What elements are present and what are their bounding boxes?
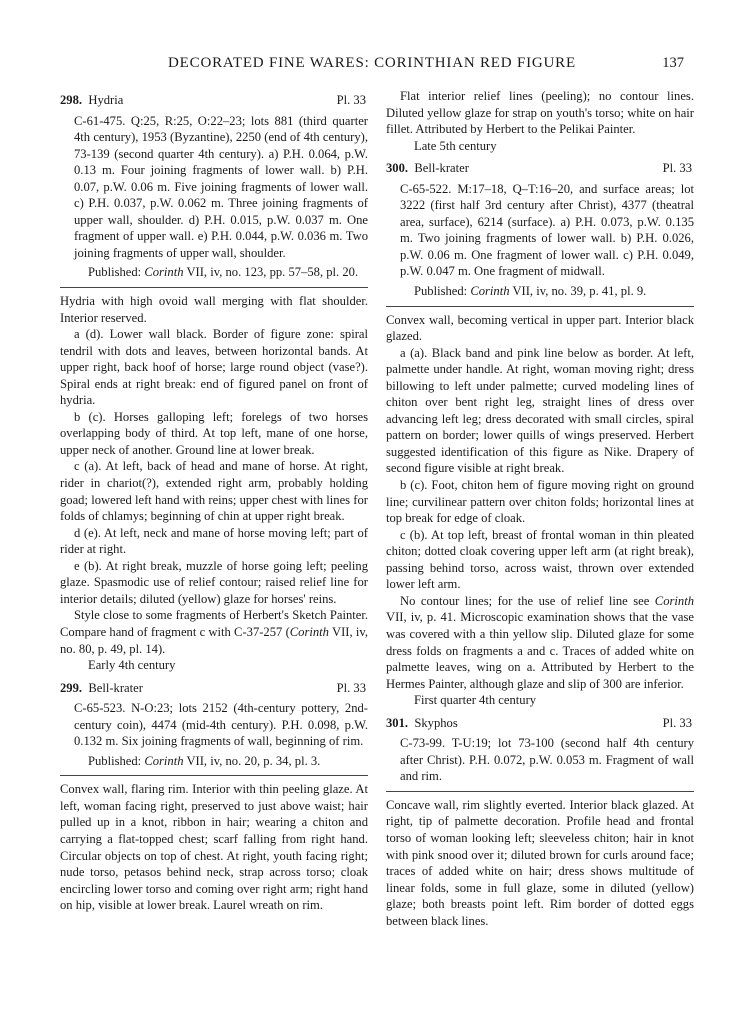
catalog-details: C-65-523. N-O:23; lots 2152 (4th-century pottery, 2nd-century coin), 4474 (mid-4th century). P.H. 0.098, p.W. 0.132 m. Six joining fragments of wall, beginning of rim. [74,701,368,749]
entry-title: Bell-krater [414,161,469,176]
plate-reference: Pl. 33 [336,680,366,695]
entry-description: Concave wall, rim slightly everted. Interior black glazed. At right, tip of palmette decoration. Profile head and frontal torso of woman looking left; sleeveless chiton; hair in knot with pink snood over it; diluted brown for curls around face; traces of added white on hair; dress shows multitude of linear folds, some in full glaze, some in diluted (yellow) glaze; both breasts point left. Rim border of dotted eggs between black lines. [386,797,694,928]
catalog-entry-299 [60,680,368,914]
fragment-b-description: b (c). Foot, chiton hem of figure moving right on ground line; curvilinear pattern over chiton folds; horizontal lines at top break for edge of cloak. [386,478,694,526]
publication-reference: Published: Corinth VII, iv, no. 123, pp. 57–58, pl. 20. [88,265,359,280]
entry-title: Skyphos [414,715,458,730]
entry-heading [386,715,694,732]
entry-title: Hydria [88,93,124,107]
entry-number: 298. [60,93,83,107]
entry-heading [60,680,368,697]
fragment-c-description: c (a). At left, back of head and mane of horse. At right, rider in chariot(?), extended right arm, probably holding goad; lowered left hand with reins; upper chest with lines for folds of chlamys; beginning of chin at upper right break. [60,459,368,524]
entry-number: 299. [60,680,83,695]
entry-number: 300. [386,161,409,176]
catalog-details: C-73-99. T-U:19; lot 73-100 (second half 4th century after Christ). P.H. 0.072, p.W. 0.053 m. Fragment of wall and rim. [400,736,694,784]
entry-description-part1 [60,781,368,913]
publication-reference: Published: Corinth VII, iv, no. 20, p. 34, pl. 3. [88,753,321,768]
entry-date: First quarter 4th century [414,693,537,708]
catalog-entry-300 [386,160,694,709]
fragment-b-description: b (c). Horses galloping left; forelegs of two horses overlapping body of third. At top left, mane of one horse, upper neck of another. Ground line at lower break. [60,409,368,457]
divider [60,287,368,288]
publication-reference: Published: Corinth VII, iv, no. 39, p. 41, pl. 9. [414,284,647,299]
technique-notes: No contour lines; for the use of relief line see Corinth VII, iv, p. 41. Microscopic examination shows that the vase was covered with a thin yellow slip. Diluted glaze for some dress folds on fragments a and c. Traces of added white on palmette leaves, wing on a. Attributed by Herbert to the Hermes Painter, although glaze and slip of 300 are inferior. [386,593,694,691]
entry-description: Hydria with high ovoid wall merging with flat shoulder. Interior reserved. [60,294,368,325]
entry-title: Bell-krater [88,680,143,695]
plate-reference: Pl. 33 [336,93,366,107]
fragment-a-description: a (a). Black band and pink line below as border. At left, palmette under handle. At right, woman moving right; dress billowing to left under palmette; curved modeling lines of chiton over bent right leg, straight lines of dress over advancing left leg; dress decorated with small circles, spiral pattern on border; lower quills of wings preserved. Herbert suggested identification of this figure as Nike. Drapery of second figure visible at right break. [386,345,694,476]
entry-heading [386,160,694,177]
fragment-d-description: d (e). At left, neck and mane of horse moving left; part of rider at right. [60,525,368,557]
technique-notes: Flat interior relief lines (peeling); no contour lines. Diluted yellow glaze for strap on youth's torso; white on hair fillet. Attributed by Herbert to the Pelikai Painter. [386,89,694,137]
entry-date: Late 5th century [414,138,497,153]
catalog-details: C-65-522. M:17–18, Q–T:16–20, and surface areas; lot 3222 (first half 3rd century after Christ), 4377 (theatral area, surface), 6214 (surface). a) P.H. 0.073, p.W. 0.135 m. Two joining fragments of lower wall. b) P.H. 0.026, p.W. 0.06 m. One fragment of lower wall. c) P.H. 0.049, p.W. 0.047 m. One fragment of midwall. [400,181,694,279]
fragment-a-description: a (d). Lower wall black. Border of figure zone: spiral tendril with dots and leaves, between horizontal bands. At upper right, back hoof of horse; large round object (vase?). Spiral ends at right break: end of figured panel on front of hydria. [60,327,368,408]
style-comparison: Style close to some fragments of Herbert's Sketch Painter. Compare hand of fragment c with C-37-257 (Corinth VII, iv, no. 80, p. 49, pl. 14). [60,608,369,656]
entry-description: Convex wall, becoming vertical in upper part. Interior black glazed. [386,312,694,344]
divider [386,306,694,307]
fragment-c-description: c (b). At top left, breast of frontal woman in thin pleated chiton; dotted cloak covering upper left arm (at right break), passing behind torso, across waist, thrown over extended lower left arm. [386,527,694,592]
catalog-entry-298 [60,92,368,674]
plate-reference: Pl. 33 [662,715,692,730]
plate-reference: Pl. 33 [662,161,692,176]
catalog-details: C-61-475. Q:25, R:25, O:22–23; lots 881 (third quarter 4th century), 1953 (Byzantine), 2250 (end of 4th century), 73-139 (second quarter 4th century). a) P.H. 0.064, p.W. 0.13 m. Four joining fragments of lower wall. b) P.H. 0.07, p.W. 0.06 m. Five joining fragments of lower wall. c) P.H. 0.037, p.W. 0.062 m. Three joining fragments of upper wall, shoulder. d) P.H. 0.015, p.W. 0.037 m. One fragment of upper wall. e) P.H. 0.044, p.W. 0.036 m. Two joining fragments of upper wall, shoulder. [74,113,368,260]
running-header [60,55,684,75]
running-head-title: DECORATED FINE WARES: CORINTHIAN RED FIGURE [168,55,576,71]
catalog-entry-299-continued [386,88,694,154]
divider [60,775,368,776]
entry-number: 301. [386,715,409,730]
catalog-entry-301 [386,715,694,930]
description-text: Convex wall, flaring rim. Interior with thin peeling glaze. At left, woman facing right, preserved to just above waist; hair pulled up in a knot, ribbon in hair; wearing a chiton and carrying a flat-topped chest; scarf falling from right hand. Circular objects on top of chest. At right, youth facing right; nude torso, petasos behind neck, strap across torso; cloak encircling lower torso and coming over right arm; right hand on hip, visible at lower break. Laurel wreath on rim. [60,782,368,913]
entry-heading [60,92,368,109]
entry-date: Early 4th century [88,658,176,673]
divider [386,791,694,792]
fragment-e-description: e (b). At right break, muzzle of horse going left; peeling glaze. Spasmodic use of relief contour; raised relief line for interior details; diluted (yellow) glaze for horses' reins. [60,558,368,606]
right-column [386,88,694,929]
page-number: 137 [662,55,684,71]
left-column [60,88,368,914]
